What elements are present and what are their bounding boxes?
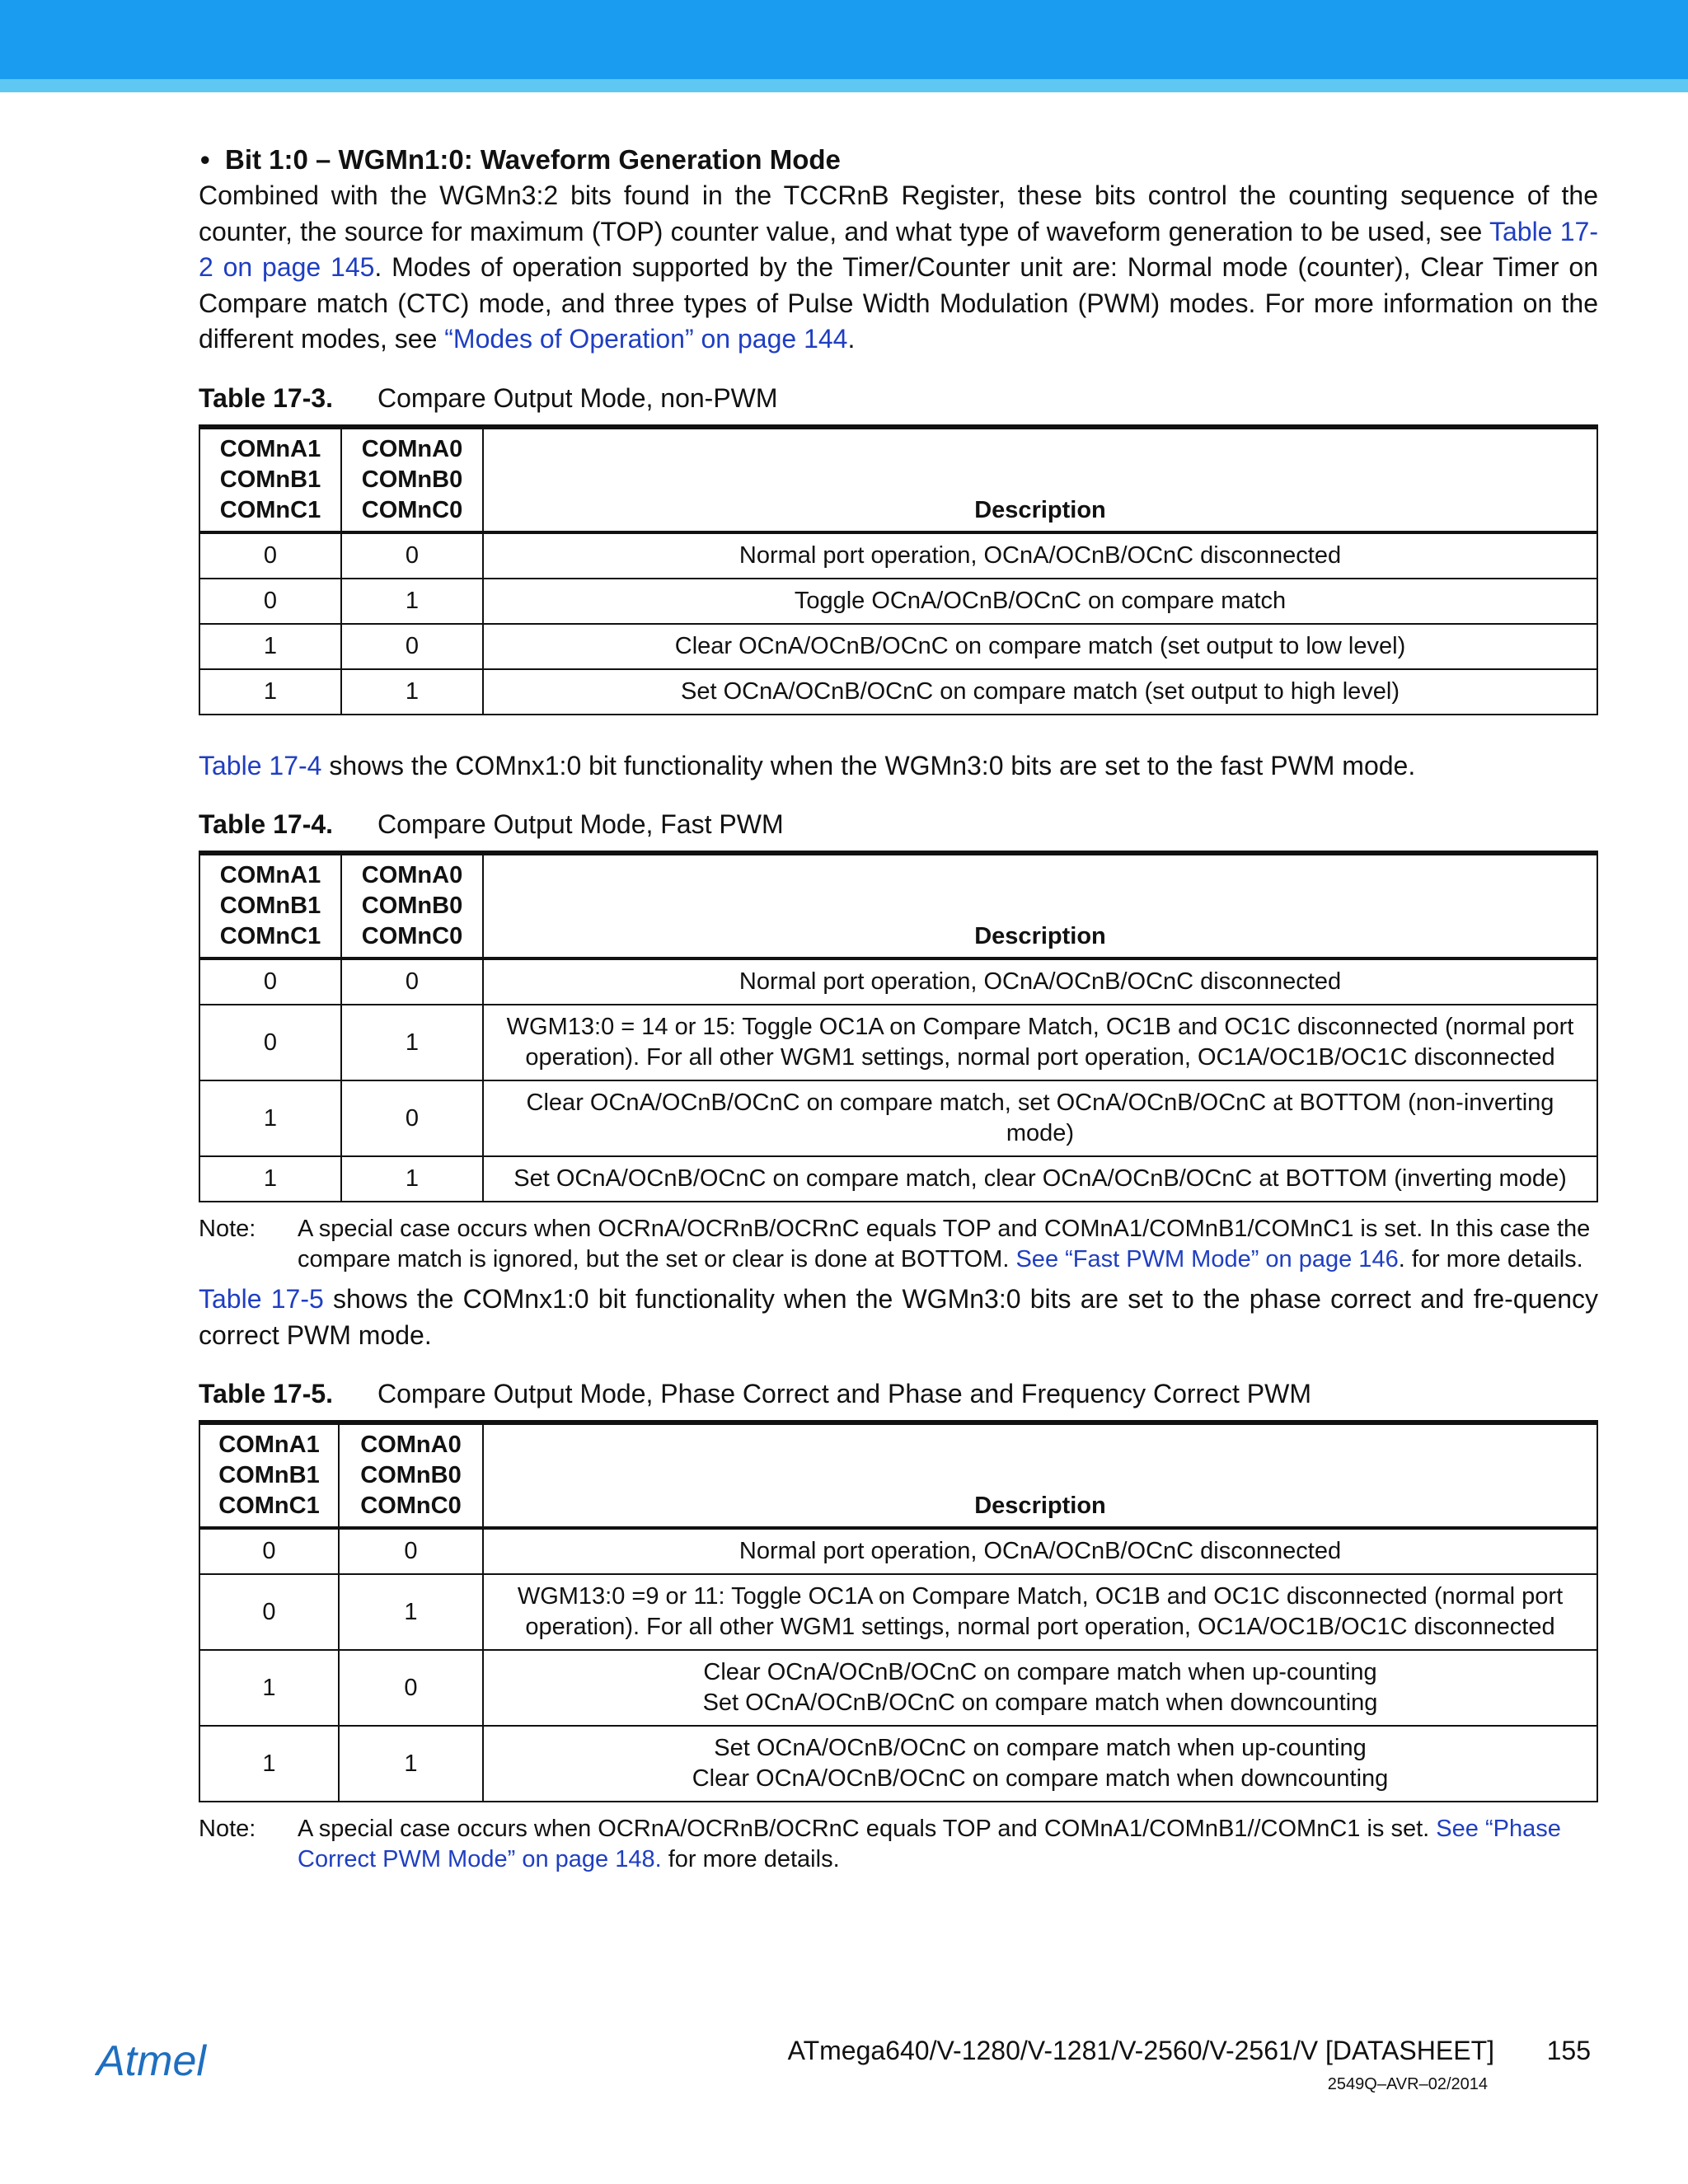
table-17-5 xyxy=(199,1420,1598,1802)
col-header-bit0: COMnA0 COMnB0 COMnC0 xyxy=(339,1422,483,1528)
col-header-description: Description xyxy=(483,1422,1597,1528)
cell-bit0: 0 xyxy=(339,1650,483,1726)
table-row xyxy=(199,1080,1597,1156)
link-table-17-4[interactable]: Table 17-4 xyxy=(199,750,322,780)
col-header-bit1: COMnA1 COMnB1 COMnC1 xyxy=(199,427,341,532)
cell-description: WGM13:0 =9 or 11: Toggle OC1A on Compare Match, OC1B and OC1C disconnected (normal port operation). For all other WGM1 settings, normal port operation, OC1A/OC1B/OC1C disconnected xyxy=(483,1574,1597,1650)
cell-bit0: 1 xyxy=(339,1574,483,1650)
header-stripe xyxy=(0,79,1688,92)
col-header-bit0: COMnA0 COMnB0 COMnC0 xyxy=(341,427,483,532)
table-caption xyxy=(199,1376,1598,1412)
link-fast-pwm-mode[interactable]: See “Fast PWM Mode” on page 146 xyxy=(1015,1246,1399,1272)
table-row xyxy=(199,624,1597,669)
table-row xyxy=(199,1574,1597,1650)
cell-bit0: 0 xyxy=(341,624,483,669)
cell-bit0: 1 xyxy=(341,1005,483,1080)
cell-description: Normal port operation, OCnA/OCnB/OCnC disconnected xyxy=(483,958,1597,1005)
cell-bit0: 0 xyxy=(341,1080,483,1156)
cell-bit1: 1 xyxy=(199,1650,339,1726)
link-table-17-2[interactable]: Table 17-2 on page 145 xyxy=(199,216,1599,282)
table-note xyxy=(199,1814,1598,1875)
table-number: Table 17-4. xyxy=(199,809,334,839)
table-header-row xyxy=(199,427,1597,532)
para-text: shows the COMnx1:0 bit functionality when the WGMn3:0 bits are set to the phase correct and fre-quency correct PWM mode. xyxy=(199,1284,1599,1350)
para-text: shows the COMnx1:0 bit functionality when the WGMn3:0 bits are set to the fast PWM mode. xyxy=(321,750,1416,780)
table-row xyxy=(199,1005,1597,1080)
cell-bit1: 0 xyxy=(199,1528,339,1574)
cell-bit1: 0 xyxy=(199,579,341,624)
table-row xyxy=(199,1528,1597,1574)
table-title: Compare Output Mode, non-PWM xyxy=(377,382,778,413)
cell-bit0: 1 xyxy=(341,669,483,715)
cell-bit1: 0 xyxy=(199,1005,341,1080)
table-title: Compare Output Mode, Fast PWM xyxy=(377,809,784,839)
table-row xyxy=(199,579,1597,624)
para-text: . Modes of operation supported by the Timer/Counter unit are: Normal mode (counter), Clear Timer on Compare match (CTC) mode, and three types of Pulse Width Modulation (PWM) modes. For more information on the different modes, see xyxy=(199,252,1598,354)
cell-description: Set OCnA/OCnB/OCnC on compare match, clear OCnA/OCnB/OCnC at BOTTOM (inverting mode) xyxy=(483,1156,1597,1202)
section-heading-text: Bit 1:0 – WGMn1:0: Waveform Generation Mode xyxy=(225,144,841,175)
cell-description: Normal port operation, OCnA/OCnB/OCnC disconnected xyxy=(483,1528,1597,1574)
cell-bit0: 1 xyxy=(341,1156,483,1202)
cell-bit0: 1 xyxy=(339,1726,483,1802)
table-note xyxy=(199,1214,1598,1275)
cell-description: Set OCnA/OCnB/OCnC on compare match when up-counting Clear OCnA/OCnB/OCnC on compare match when downcounting xyxy=(483,1726,1597,1802)
table-header-row xyxy=(199,853,1597,958)
col-header-description: Description xyxy=(483,427,1597,532)
cell-description: Normal port operation, OCnA/OCnB/OCnC disconnected xyxy=(483,532,1597,579)
table-header-row xyxy=(199,1422,1597,1528)
table-row xyxy=(199,669,1597,715)
note-label: Note: xyxy=(199,1216,256,1242)
section-paragraph xyxy=(199,178,1598,358)
table-row xyxy=(199,958,1597,1005)
cell-description: Set OCnA/OCnB/OCnC on compare match (set output to high level) xyxy=(483,669,1597,715)
cell-bit0: 0 xyxy=(341,532,483,579)
para-text: Combined with the WGMn3:2 bits found in the TCCRnB Register, these bits control the counting sequence of the counter, the source for maximum (TOP) counter value, and what type of waveform generation to be used, see xyxy=(199,180,1598,246)
note-label: Note: xyxy=(199,1816,256,1842)
para-text: . xyxy=(847,324,856,354)
table-number: Table 17-3. xyxy=(199,382,334,413)
cell-bit1: 0 xyxy=(199,958,341,1005)
table-17-5-intro xyxy=(199,1282,1598,1353)
col-header-bit1: COMnA1 COMnB1 COMnC1 xyxy=(199,853,341,958)
note-text: A special case occurs when OCRnA/OCRnB/OCRnC equals TOP and COMnA1/COMnB1//COMnC1 is set. xyxy=(298,1816,1437,1842)
col-header-bit0: COMnA0 COMnB0 COMnC0 xyxy=(341,853,483,958)
header-bar xyxy=(0,0,1688,79)
table-17-4 xyxy=(199,851,1598,1202)
table-17-4-intro xyxy=(199,748,1598,785)
page-content xyxy=(199,142,1598,1875)
cell-description: WGM13:0 = 14 or 15: Toggle OC1A on Compare Match, OC1B and OC1C disconnected (normal port operation). For all other WGM1 settings, normal port operation, OC1A/OC1B/OC1C disconnected xyxy=(483,1005,1597,1080)
cell-bit1: 0 xyxy=(199,1574,339,1650)
atmel-logo-text: Atmel xyxy=(96,2037,206,2085)
cell-bit0: 0 xyxy=(339,1528,483,1574)
cell-bit0: 0 xyxy=(341,958,483,1005)
link-table-17-5[interactable]: Table 17-5 xyxy=(199,1284,324,1314)
footer-doc-id: 2549Q–AVR–02/2014 xyxy=(1327,2075,1488,2093)
bullet-icon: • xyxy=(200,144,210,175)
cell-bit1: 1 xyxy=(199,624,341,669)
cell-description: Clear OCnA/OCnB/OCnC on compare match when up-counting Set OCnA/OCnB/OCnC on compare match when downcounting xyxy=(483,1650,1597,1726)
link-phase-correct-pwm-mode[interactable]: See “Phase Correct PWM Mode” on page 148. xyxy=(298,1816,1561,1872)
link-modes-of-operation[interactable]: “Modes of Operation” on page 144 xyxy=(444,324,848,354)
cell-bit1: 1 xyxy=(199,669,341,715)
cell-bit1: 1 xyxy=(199,1156,341,1202)
cell-bit1: 0 xyxy=(199,532,341,579)
section-heading xyxy=(199,142,1598,178)
cell-description: Clear OCnA/OCnB/OCnC on compare match, set OCnA/OCnB/OCnC at BOTTOM (non-inverting mode) xyxy=(483,1080,1597,1156)
page-number: 155 xyxy=(1546,2036,1591,2065)
table-row xyxy=(199,532,1597,579)
col-header-description: Description xyxy=(483,853,1597,958)
note-text: for more details. xyxy=(661,1846,840,1872)
table-row xyxy=(199,1726,1597,1802)
table-number: Table 17-5. xyxy=(199,1379,334,1408)
note-text: A special case occurs when OCRnA/OCRnB/OCRnC equals TOP and COMnA1/COMnB1/COMnC1 is set. In this case the compare match is ignored, but the set or clear is done at BOTTOM. xyxy=(298,1216,1591,1272)
table-row xyxy=(199,1650,1597,1726)
table-row xyxy=(199,1156,1597,1202)
col-header-bit1: COMnA1 COMnB1 COMnC1 xyxy=(199,1422,339,1528)
cell-description: Toggle OCnA/OCnB/OCnC on compare match xyxy=(483,579,1597,624)
table-17-3 xyxy=(199,424,1598,715)
table-caption xyxy=(199,380,1598,416)
footer-doc-title: ATmega640/V-1280/V-1281/V-2560/V-2561/V [DATASHEET] xyxy=(787,2036,1494,2065)
atmel-logo xyxy=(95,2032,243,2090)
cell-description: Clear OCnA/OCnB/OCnC on compare match (set output to low level) xyxy=(483,624,1597,669)
note-text: . for more details. xyxy=(1398,1246,1583,1272)
cell-bit1: 1 xyxy=(199,1726,339,1802)
table-title: Compare Output Mode, Phase Correct and Phase and Frequency Correct PWM xyxy=(377,1379,1311,1408)
cell-bit1: 1 xyxy=(199,1080,341,1156)
cell-bit0: 1 xyxy=(341,579,483,624)
table-caption xyxy=(199,806,1598,842)
